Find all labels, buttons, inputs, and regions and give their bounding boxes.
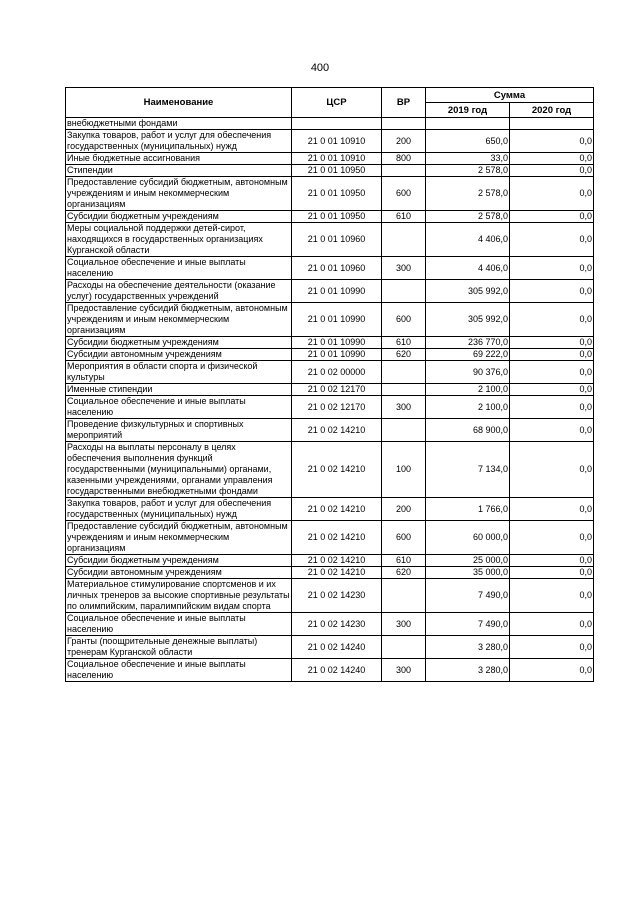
table-row [66,211,594,223]
table-row [66,177,594,211]
row-sum-2020-cell: 0,0 [510,659,594,682]
row-sum-2020-cell: 0,0 [510,165,594,177]
row-sum-2020-cell: 0,0 [510,361,594,384]
row-sum-2020-cell: 0,0 [510,442,594,498]
row-csr-cell: 21 0 02 14210 [292,419,382,442]
row-sum-2020-cell: 0,0 [510,636,594,659]
row-sum-2020-cell: 0,0 [510,337,594,349]
row-name-cell: Социальное обеспечение и иные выплаты населению [66,659,292,682]
row-name-cell: Расходы на обеспечение деятельности (оказание услуг) государственных учреждений [66,280,292,303]
row-vr-cell: 620 [382,349,426,361]
row-vr-cell [382,419,426,442]
row-sum-2020-cell: 0,0 [510,130,594,153]
row-sum-2019-cell: 1 766,0 [426,498,510,521]
table-row [66,118,594,130]
table-row [66,130,594,153]
row-csr-cell: 21 0 01 10950 [292,177,382,211]
row-vr-cell: 300 [382,257,426,280]
table-body [66,118,594,682]
row-sum-2020-cell: 0,0 [510,579,594,613]
header-year-2019: 2019 год [426,103,510,118]
table-header [66,88,594,118]
row-name-cell: Социальное обеспечение и иные выплаты населению [66,257,292,280]
row-sum-2019-cell: 4 406,0 [426,223,510,257]
row-name-cell: Предоставление субсидий бюджетным, автономным учреждениям и иным некоммерческим организациям [66,303,292,337]
row-csr-cell: 21 0 02 12170 [292,396,382,419]
row-name-cell: Субсидии автономным учреждениям [66,567,292,579]
table-row [66,165,594,177]
header-sum: Сумма [426,88,594,103]
budget-table [65,87,594,682]
row-csr-cell [292,118,382,130]
row-sum-2020-cell [510,118,594,130]
row-vr-cell [382,165,426,177]
row-vr-cell: 100 [382,442,426,498]
row-name-cell: Материальное стимулирование спортсменов и их личных тренеров за высокие спортивные результаты по олимпийским, паралимпийским видам спорта [67,579,290,611]
header-vr: ВР [382,88,426,118]
row-name-cell: Предоставление субсидий бюджетным, автономным учреждениям и иным некоммерческим организациям [66,521,292,555]
row-name-cell: Именные стипендии [66,384,292,396]
row-name-cell: Закупка товаров, работ и услуг для обеспечения государственных (муниципальных) нужд [66,498,292,521]
header-name: Наименование [66,88,292,118]
row-csr-cell: 21 0 01 10950 [292,211,382,223]
row-name-cell: Меры социальной поддержки детей-сирот, находящихся в государственных организациях Курганской области [66,223,292,257]
row-name-cell: Иные бюджетные ассигнования [66,153,292,165]
row-vr-cell [382,223,426,257]
row-name-cell: Субсидии автономным учреждениям [66,349,292,361]
row-sum-2020-cell: 0,0 [510,177,594,211]
table-row [66,280,594,303]
table-row [66,659,594,682]
row-sum-2019-cell: 2 578,0 [426,211,510,223]
header-year-2020: 2020 год [510,103,594,118]
row-vr-cell: 600 [382,521,426,555]
row-csr-cell: 21 0 02 14240 [292,659,382,682]
row-vr-cell: 610 [382,211,426,223]
row-sum-2020-cell: 0,0 [510,280,594,303]
row-sum-2019-cell: 7 490,0 [426,579,510,613]
row-sum-2019-cell: 90 376,0 [426,361,510,384]
table-row [66,153,594,165]
row-name-cell: Расходы на выплаты персоналу в целях обеспечения выполнения функций государственными (муниципальными) органами, казенными учреждениями, органами управления государственными внебюджетными фондами [66,442,292,498]
table-row [66,567,594,579]
row-csr-cell: 21 0 02 14210 [292,555,382,567]
row-name-cell: Закупка товаров, работ и услуг для обеспечения государственных (муниципальных) нужд [66,130,292,153]
row-vr-cell: 300 [382,613,426,636]
table-row [66,223,594,257]
row-sum-2019-cell: 60 000,0 [426,521,510,555]
row-name-cell: Субсидии бюджетным учреждениям [66,555,292,567]
row-vr-cell [382,384,426,396]
row-sum-2019-cell: 236 770,0 [426,337,510,349]
row-name-cell: Стипендии [66,165,292,177]
row-name-cell: Проведение физкультурных и спортивных мероприятий [66,419,292,442]
row-sum-2019-cell: 2 578,0 [426,165,510,177]
row-vr-cell [382,579,426,613]
row-sum-2020-cell: 0,0 [510,349,594,361]
row-name-cell: Мероприятия в области спорта и физической культуры [66,361,292,384]
row-vr-cell: 620 [382,567,426,579]
row-csr-cell: 21 0 02 12170 [292,384,382,396]
table-row [66,384,594,396]
row-csr-cell: 21 0 02 00000 [292,361,382,384]
row-sum-2019-cell: 2 578,0 [426,177,510,211]
row-sum-2020-cell: 0,0 [510,384,594,396]
row-sum-2019-cell: 650,0 [426,130,510,153]
row-sum-2019-cell: 35 000,0 [426,567,510,579]
row-sum-2020-cell: 0,0 [510,555,594,567]
row-csr-cell: 21 0 01 10990 [292,303,382,337]
row-csr-cell: 21 0 01 10910 [292,153,382,165]
row-sum-2020-cell: 0,0 [510,567,594,579]
row-sum-2019-cell: 68 900,0 [426,419,510,442]
row-csr-cell: 21 0 02 14230 [292,613,382,636]
table-row [66,303,594,337]
row-name-cell: Предоставление субсидий бюджетным, автономным учреждениям и иным некоммерческим организациям [66,177,292,211]
row-csr-cell: 21 0 02 14210 [292,498,382,521]
row-sum-2020-cell: 0,0 [510,419,594,442]
row-csr-cell: 21 0 02 14210 [292,521,382,555]
row-vr-cell: 610 [382,337,426,349]
row-csr-cell: 21 0 02 14240 [292,636,382,659]
row-csr-cell: 21 0 01 10960 [292,257,382,280]
row-csr-cell: 21 0 02 14210 [292,567,382,579]
row-sum-2019-cell: 33,0 [426,153,510,165]
row-sum-2020-cell: 0,0 [510,257,594,280]
row-sum-2019-cell [426,118,510,130]
row-name-cell: Субсидии бюджетным учреждениям [66,211,292,223]
header-csr: ЦСР [292,88,382,118]
table-row [66,442,594,498]
row-sum-2020-cell: 0,0 [510,521,594,555]
table-row [66,555,594,567]
table-row [66,498,594,521]
row-name-cell: внебюджетными фондами [66,118,292,130]
row-vr-cell [382,361,426,384]
table-row [66,361,594,384]
row-sum-2020-cell: 0,0 [510,153,594,165]
row-csr-cell: 21 0 01 10950 [292,165,382,177]
row-csr-cell: 21 0 02 14210 [292,442,382,498]
table-row [66,396,594,419]
row-csr-cell: 21 0 01 10990 [292,337,382,349]
page-number: 400 [310,62,330,74]
row-sum-2019-cell: 7 490,0 [426,613,510,636]
row-name-cell: Субсидии бюджетным учреждениям [66,337,292,349]
row-sum-2019-cell: 3 280,0 [426,636,510,659]
row-sum-2020-cell: 0,0 [510,396,594,419]
row-vr-cell: 200 [382,498,426,521]
row-sum-2019-cell: 25 000,0 [426,555,510,567]
row-vr-cell: 200 [382,130,426,153]
table-row [66,337,594,349]
table-row [66,349,594,361]
row-vr-cell: 300 [382,659,426,682]
row-csr-cell: 21 0 01 10960 [292,223,382,257]
row-sum-2019-cell: 3 280,0 [426,659,510,682]
row-sum-2019-cell: 7 134,0 [426,442,510,498]
row-csr-cell: 21 0 01 10990 [292,280,382,303]
row-name-cell: Гранты (поощрительные денежные выплаты) тренерам Курганской области [66,636,292,659]
row-sum-2019-cell: 69 222,0 [426,349,510,361]
table-row [66,579,594,613]
row-name-cell: Социальное обеспечение и иные выплаты населению [66,613,292,636]
row-csr-cell: 21 0 02 14230 [292,579,382,613]
table-row [66,419,594,442]
row-vr-cell: 800 [382,153,426,165]
row-vr-cell: 600 [382,177,426,211]
row-csr-cell: 21 0 01 10910 [292,130,382,153]
row-sum-2020-cell: 0,0 [510,303,594,337]
row-csr-cell: 21 0 01 10990 [292,349,382,361]
table-row [66,257,594,280]
row-sum-2020-cell: 0,0 [510,498,594,521]
row-vr-cell: 610 [382,555,426,567]
row-vr-cell [382,118,426,130]
table-row [66,521,594,555]
table-row [66,636,594,659]
row-sum-2019-cell: 305 992,0 [426,303,510,337]
row-sum-2020-cell: 0,0 [510,223,594,257]
row-vr-cell: 600 [382,303,426,337]
row-sum-2020-cell: 0,0 [510,211,594,223]
row-sum-2019-cell: 305 992,0 [426,280,510,303]
row-vr-cell [382,636,426,659]
row-sum-2019-cell: 2 100,0 [426,396,510,419]
row-name-cell: Социальное обеспечение и иные выплаты населению [66,396,292,419]
row-sum-2019-cell: 4 406,0 [426,257,510,280]
row-vr-cell [382,280,426,303]
row-sum-2019-cell: 2 100,0 [426,384,510,396]
table-row [66,613,594,636]
row-vr-cell: 300 [382,396,426,419]
row-sum-2020-cell: 0,0 [510,613,594,636]
